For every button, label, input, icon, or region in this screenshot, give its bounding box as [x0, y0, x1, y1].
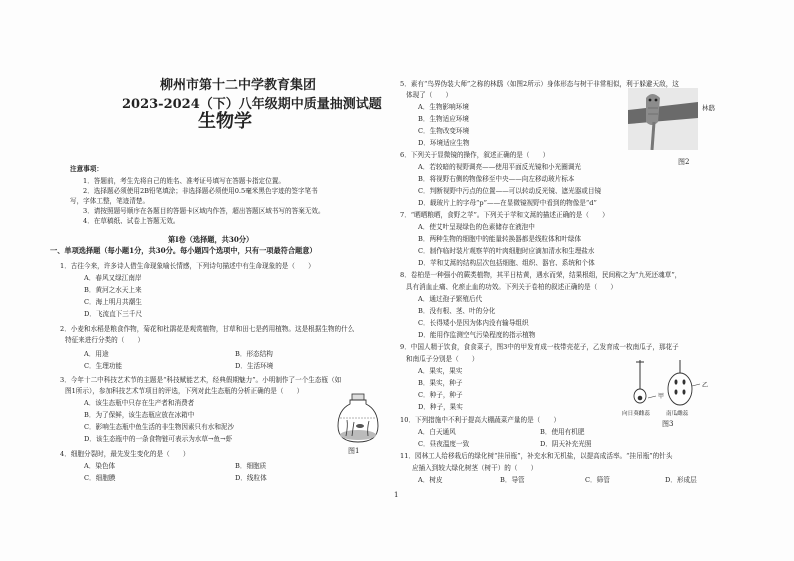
- option: B．果实，种子: [418, 379, 463, 387]
- option: C．生物改变环境: [418, 127, 470, 135]
- option: D．载玻片上的字母“p”——在显微镜视野中看到的物像是“d”: [418, 199, 597, 207]
- option: D．该生态瓶中的一条食物链可表示为水草→鱼→虾: [84, 435, 233, 443]
- option: C．细胞膜: [84, 474, 116, 482]
- option: B．生物适应环境: [418, 115, 470, 123]
- option: C．生理功能: [84, 362, 123, 370]
- section-heading: 一、单项选择题（每小题1分，共30分。每小题四个选项中，只有一项最符合题意）: [50, 246, 317, 255]
- option: C．影响生态瓶中鱼生活的非生物因素只有水和泥沙: [84, 423, 235, 431]
- option: C．昼夜温度一致: [418, 440, 470, 448]
- question: 具有消血止痛、化瘀止血的功效。下列关于卷柏的叙述正确的是（ ）: [406, 283, 617, 291]
- option: B．将视野右侧的物像移至中央——向左移动玻片标本: [418, 175, 575, 183]
- option: D．环境适应生物: [418, 139, 470, 147]
- option: A．该生态瓶中只存在生产者和消费者: [84, 399, 195, 407]
- option: A．染色体: [84, 462, 116, 470]
- option: A．白天通风: [418, 428, 456, 436]
- option: D．形成层: [665, 476, 697, 484]
- option: A．果实，果实: [418, 367, 463, 375]
- figure-3-right-caption: 南瓜雌蕊: [666, 411, 689, 417]
- option: C．判断视野中污点的位置——可以转动反光镜、遮光器或目镜: [418, 187, 602, 195]
- question: 10．下列措施中不利于提高大棚蔬菜产量的是（ ）: [400, 416, 561, 424]
- option: A．树皮: [418, 476, 443, 484]
- option: D．飞流直下三千尺: [84, 310, 143, 318]
- option: B．导管: [500, 476, 525, 484]
- option: C．种子，种子: [418, 391, 463, 399]
- question: 7．“晒晒粮晒，食野之苹”。下列关于苹和文蒿的描述正确的是（ ）: [400, 211, 609, 219]
- question: 2．小麦和水稻是粮食作物，菊花和杜鹃花是观赏植物，甘草和田七是药用植物。这是根据生物的什么: [60, 325, 355, 333]
- exam-title: 2023-2024（下）八年级期中质量抽测试题: [122, 97, 382, 112]
- question: 和南瓜子分别是（ ）: [406, 355, 479, 363]
- school-name: 柳州市第十二中学教育集团: [160, 78, 317, 93]
- option: B．细胞质: [235, 462, 267, 470]
- option: C．筛管: [585, 476, 610, 484]
- notice-item: 2．选择题必须使用2B铅笔填涂；非选择题必须使用0.5毫米黑色字迹的签字笔书: [83, 187, 318, 195]
- question: 3．今年十二中科技艺术节的主题是“科技赋能艺术，经典假期魅力”。小明制作了一个生态瓶（如: [60, 376, 342, 384]
- question: 9．中国人精于饮食，食食菜子，图3中的甲发育成一枝带壳花子，乙发育成一枚南瓜子，那花子: [400, 343, 679, 351]
- question: 1．古往今来，许多诗人借生命现象喻长情感，下列诗句描述中有生命现象的是（ ）: [60, 262, 315, 270]
- option: A．使艾叶呈现绿色的色素储存在液泡中: [418, 223, 535, 231]
- option: A．通过孢子繁殖后代: [418, 295, 483, 303]
- option: B．两种生物的细胞中的能量转换器都是线粒体和叶绿体: [418, 235, 582, 243]
- option: D．阴天补充光照: [540, 440, 592, 448]
- option: D．线粒体: [235, 474, 267, 482]
- question: 特征来进行分类的（ ）: [65, 336, 145, 344]
- option: D．苹和艾蒿的结构层次包括细胞、组织、器官、系统和个体: [418, 259, 595, 267]
- figure-2-nightjar: [628, 88, 698, 150]
- option: D．生活环境: [235, 362, 274, 370]
- subject-title: 生物学: [198, 111, 252, 132]
- figure-3-left-caption: 向日葵雌蕊: [622, 411, 650, 417]
- part-title: 第Ⅰ卷（选择题，共30分）: [168, 235, 254, 244]
- figure-3-label: 图3: [662, 420, 674, 428]
- figure-1-label: 图1: [348, 447, 360, 455]
- notice-item: 4．在草稿纸、试卷上答题无效。: [83, 217, 180, 225]
- option: B．黄河之水天上来: [84, 286, 142, 294]
- notice-item: 3．请按照题号顺序在各题目的答题卡区域内作答，超出答题区域书写的答案无效。: [83, 207, 325, 215]
- question: 6．下列关于显微镜的操作，叙述正确的是（ ）: [400, 151, 550, 159]
- question: 图1所示），参加科技艺术节项目的评选，下列对此生态瓶的分析正确的是（ ）: [65, 387, 304, 395]
- figure-2-label: 图2: [678, 158, 690, 166]
- notice-item: 写，字体工整，笔迹清楚。: [70, 197, 150, 205]
- notice-title: 注意事项：: [70, 165, 103, 173]
- option: D．种子，果实: [418, 403, 463, 411]
- option: B．为了保鲜，该生态瓶应放在冰箱中: [84, 411, 195, 419]
- question: 应插入到较大绿化树茎（树干）的（ ）: [412, 464, 538, 472]
- page-number: 1: [394, 491, 399, 499]
- option: C．制作临时装片观察苹的叶肉细胞时应滴加清水和生理盐水: [418, 247, 595, 255]
- option: A．用途: [84, 350, 109, 358]
- option: D．能用作监测空气污染程度的指示植物: [418, 331, 536, 339]
- question: 11．园林工人给移栽后的绿化树“挂吊瓶”，补充水和无机盐，以提高成活率。“挂吊瓶”的针头: [400, 452, 673, 460]
- question: 5．素有“鸟界伪装大师”之称的林鸱（如图2所示）身体形态与树干非常相似，利于躲避天敌，这: [400, 80, 679, 88]
- option: A．生物影响环境: [418, 103, 469, 111]
- notice-item: 1．答题前，考生先将自己的姓名、准考证号填写在答题卡指定位置。: [83, 177, 286, 185]
- figure-3-yi: 乙: [702, 382, 709, 389]
- option: C．长得矮小是因为体内没有输导组织: [418, 319, 529, 327]
- question: 4．细胞分裂时，最先发生变化的是（ ）: [60, 450, 190, 458]
- option: A．若较暗的视野调亮——使用平面反光镜和小光圈调光: [418, 163, 582, 171]
- figure-2-callout: 林鸱: [702, 104, 715, 112]
- option: C．海上明月共潮生: [84, 298, 142, 306]
- option: B．形态结构: [235, 350, 273, 358]
- option: B．没有根、茎、叶的分化: [418, 307, 496, 315]
- option: A．春风又绿江南岸: [84, 274, 142, 282]
- option: B．使用有机肥: [540, 428, 585, 436]
- question: 8．卷柏是一种强小的蕨类植物，其平日枯黄，遇水而荣，结果根组，民间称之为“九死还魂草”，: [400, 271, 682, 279]
- figure-3-jia: 甲: [658, 393, 665, 400]
- question: 体现了（ ）: [406, 91, 453, 99]
